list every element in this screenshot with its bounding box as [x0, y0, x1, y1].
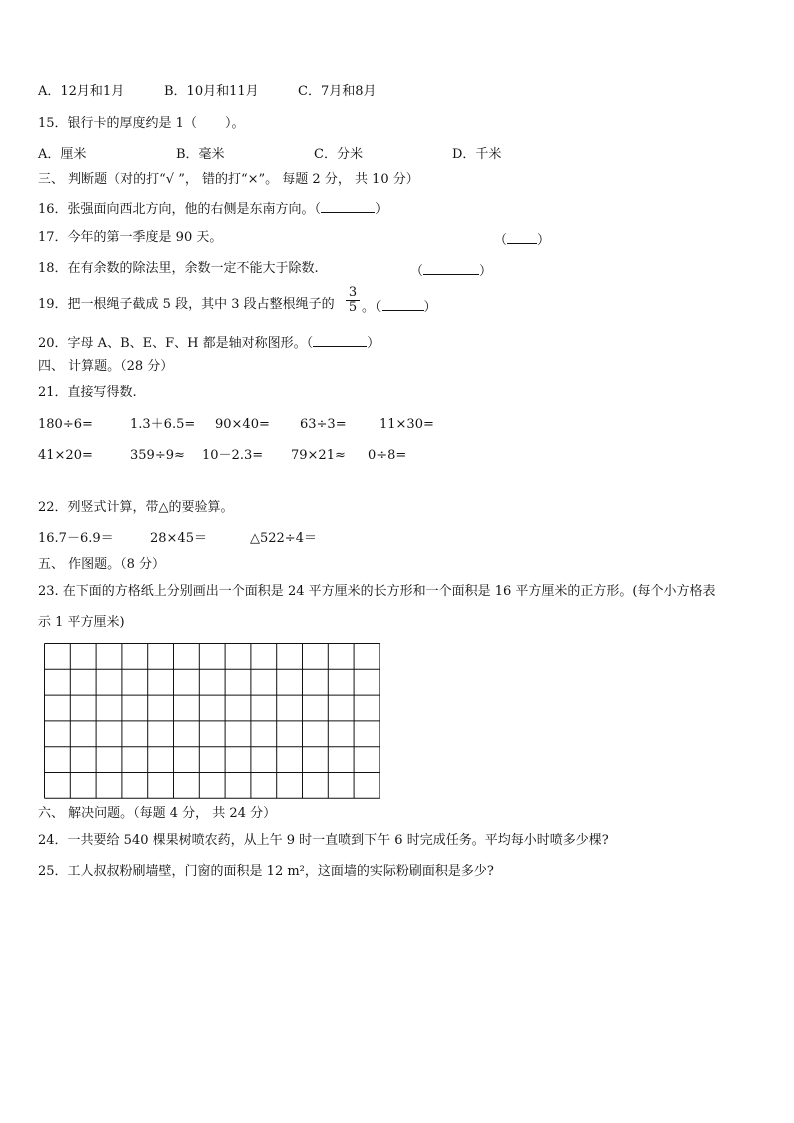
- q22-item: 28×45＝: [150, 531, 207, 546]
- q15-option-b: B．毫米: [176, 147, 225, 162]
- q17: [38, 230, 222, 246]
- section-5-heading: 五、 作图题。（8 分）: [38, 557, 166, 572]
- q22-item: △522÷4＝: [250, 531, 317, 546]
- section-6-heading: 六、 解决问题。（每题 4 分， 共 24 分）: [38, 806, 277, 821]
- q21-item: 180÷6=: [38, 417, 93, 432]
- q14-option-c: C．7月和8月: [298, 84, 377, 99]
- q15-stem-text: 15．银行卡的厚度约是 1（: [38, 116, 197, 131]
- q21-item: 63÷3=: [300, 417, 347, 432]
- q20-answer-blank[interactable]: [313, 333, 367, 347]
- q15-option-d: D．千米: [452, 147, 502, 162]
- q22-stem: 22．列竖式计算，带△的要验算。: [38, 500, 234, 515]
- q23-line-2: 示 1 平方厘米): [38, 615, 125, 630]
- q21-item: 11×30=: [379, 417, 434, 432]
- q21-item: 90×40=: [215, 417, 270, 432]
- q16-answer-blank[interactable]: [321, 199, 375, 213]
- q18-answer-blank[interactable]: [423, 261, 479, 275]
- q21-item: 41×20=: [38, 448, 93, 463]
- q24: 24．一共要给 540 棵果树喷农药，从上午 9 时一直喷到下午 6 时完成任务。平均每小时喷多少棵?: [38, 833, 609, 848]
- q19-fraction: [346, 286, 360, 315]
- q20-text: 20．字母 A、B、E、F、H 都是轴对称图形。: [38, 336, 307, 351]
- q22-item: 16.7－6.9＝: [38, 531, 114, 546]
- q21-item: 359÷9≈: [130, 448, 185, 463]
- q21-item: 1.3＋6.5=: [130, 417, 196, 432]
- q17-text: 17．今年的第一季度是 90 天。: [38, 230, 223, 245]
- q14-option-b: B．10月和11月: [164, 84, 259, 99]
- q19-answer-blank[interactable]: [382, 297, 424, 311]
- q19: [38, 297, 335, 313]
- q17-answer-blank[interactable]: [507, 230, 537, 244]
- q19-answer: 。（ ）: [362, 297, 437, 316]
- q15-option-a: A．厘米: [38, 147, 87, 162]
- section-4-heading: 四、 计算题。（28 分）: [38, 359, 174, 374]
- q23-line-1: 23. 在下面的方格纸上分别画出一个面积是 24 平方厘米的长方形和一个面积是 16 平方厘米的正方形。(每个小方格表: [38, 584, 716, 599]
- q21-stem: 21．直接写得数.: [38, 385, 137, 400]
- q15-stem: [38, 116, 244, 132]
- q19-text: 19．把一根绳子截成 5 段，其中 3 段占整根绳子的: [38, 297, 335, 312]
- q15-option-c: C．分米: [314, 147, 363, 162]
- q15-stem-end: ）。: [224, 116, 245, 131]
- q18: [38, 261, 319, 277]
- q14-option-a: A．12月和1月: [38, 84, 125, 99]
- square-grid-paper[interactable]: [44, 643, 380, 800]
- q16-text: 16．张强面向西北方向，他的右侧是东南方向。: [38, 202, 315, 217]
- q21-item: 79×21≈: [291, 448, 346, 463]
- q21-item: 0÷8=: [368, 448, 407, 463]
- q20: 20．字母 A、B、E、F、H 都是轴对称图形。（ ）: [38, 333, 380, 352]
- q17-answer: （ ）: [494, 230, 550, 249]
- q18-answer: （ ）: [410, 261, 492, 280]
- q16: 16．张强面向西北方向，他的右侧是东南方向。（ ）: [38, 199, 388, 218]
- q21-item: 10－2.3=: [202, 448, 264, 463]
- section-3-heading: 三、 判断题（对的打“√ ”， 错的打“×”。 每题 2 分， 共 10 分）: [38, 172, 419, 187]
- q25: 25．工人叔叔粉刷墙壁，门窗的面积是 12 m²，这面墙的实际粉刷面积是多少?: [38, 864, 494, 879]
- q18-text: 18．在有余数的除法里，余数一定不能大于除数.: [38, 261, 319, 276]
- q19-fraction-numerator: 3: [346, 286, 360, 301]
- q19-fraction-denominator: 5: [348, 300, 358, 315]
